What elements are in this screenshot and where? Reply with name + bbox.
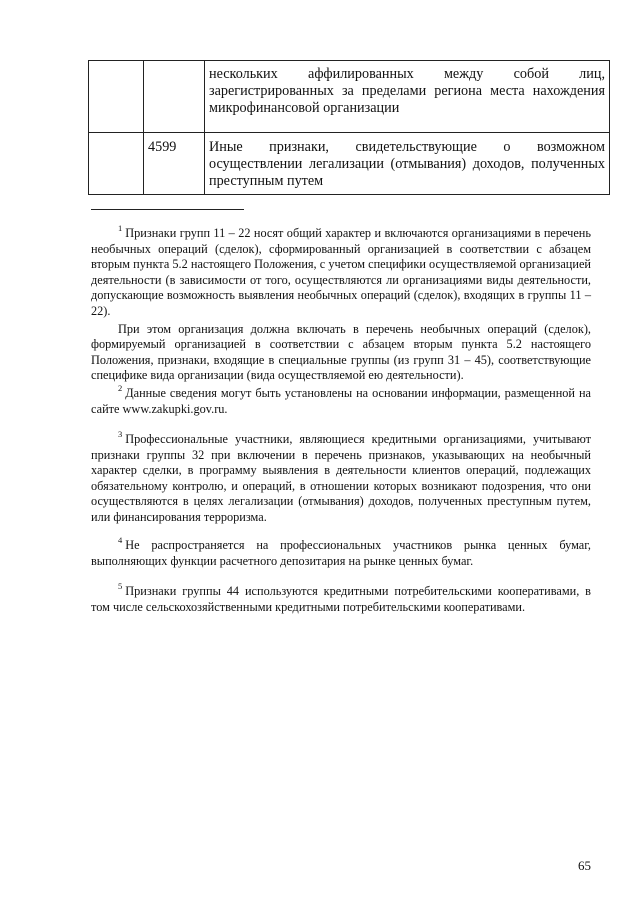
- footnote-2-text: Данные сведения могут быть установлены на основании информации, размещенной на сайте www.zakupki.gov.ru.: [91, 386, 591, 416]
- table-cell-code: 4599: [144, 133, 205, 195]
- footnote-mark: 3: [118, 428, 123, 439]
- footnote-4-text: Не распространяется на профессиональных участников рынка ценных бумаг, выполняющих функции расчетного депозитария на рынке ценных бумаг.: [91, 538, 591, 568]
- footnote-1: [91, 222, 591, 384]
- table-row: [89, 61, 610, 133]
- footnote-5-text: Признаки группы 44 используются кредитными потребительскими кооперативами, в том числе сельскохозяйственными кредитными потребительскими кооперативами.: [91, 584, 591, 614]
- footnote-2: [91, 382, 591, 417]
- footnote-3: [91, 428, 591, 526]
- table-cell-col1: [89, 61, 144, 133]
- footnote-3-text: Профессиональные участники, являющиеся кредитными организациями, учитывают признаки группы 32 при включении в перечень признаков, указывающих на необычный характер сделки, в программу выявления в деятельности клиентов операций, подлежащих обязательному контролю, и операций, в отношении которых возникают подозрения, что они осуществляются в целях легализации (отмывания) доходов, полученных преступным путем, или финансирования терроризма.: [91, 432, 591, 524]
- table-cell-text: нескольких аффилированных между собой лиц, зарегистрированных за пределами региона места нахождения микрофинансовой организации: [205, 61, 610, 133]
- footnote-mark: 2: [118, 382, 123, 393]
- table-cell-text: Иные признаки, свидетельствующие о возможном осуществлении легализации (отмывания) доходов, полученных преступным путем: [205, 133, 610, 195]
- signs-table: [88, 60, 610, 195]
- page-number: 65: [578, 858, 591, 873]
- footnote-mark: 5: [118, 580, 123, 591]
- footnote-5: [91, 580, 591, 615]
- footnote-1-paragraph-2: При этом организация должна включать в перечень необычных операций (сделок), формируемый организацией в соответствии с абзацем вторым пункта 5.2 настоящего Положения, признаки, входящие в специальные группы (из групп 31 – 45), соответствующие специфике вида организации (вида осуществляемой ею деятельности).: [91, 321, 591, 383]
- footnote-separator: [91, 209, 244, 210]
- footnote-4: [91, 534, 591, 569]
- table-row: [89, 133, 610, 195]
- table-cell-code: [144, 61, 205, 133]
- footnote-mark: 4: [118, 534, 123, 545]
- footnote-mark: 1: [118, 222, 123, 233]
- footnote-1-paragraph-1: Признаки групп 11 – 22 носят общий характер и включаются организациями в перечень необычных операций (сделок), сформированный организацией в соответствии с абзацем вторым пункта 5.2 настоящего Положения, с учетом специфики осуществляемой организацией деятельности (в зависимости от того, осуществляются ли организациями виды деятельности, допускающие возможность выявления необычных операций (сделок), входящих в группы 11 – 22).: [91, 226, 591, 318]
- table-cell-col1: [89, 133, 144, 195]
